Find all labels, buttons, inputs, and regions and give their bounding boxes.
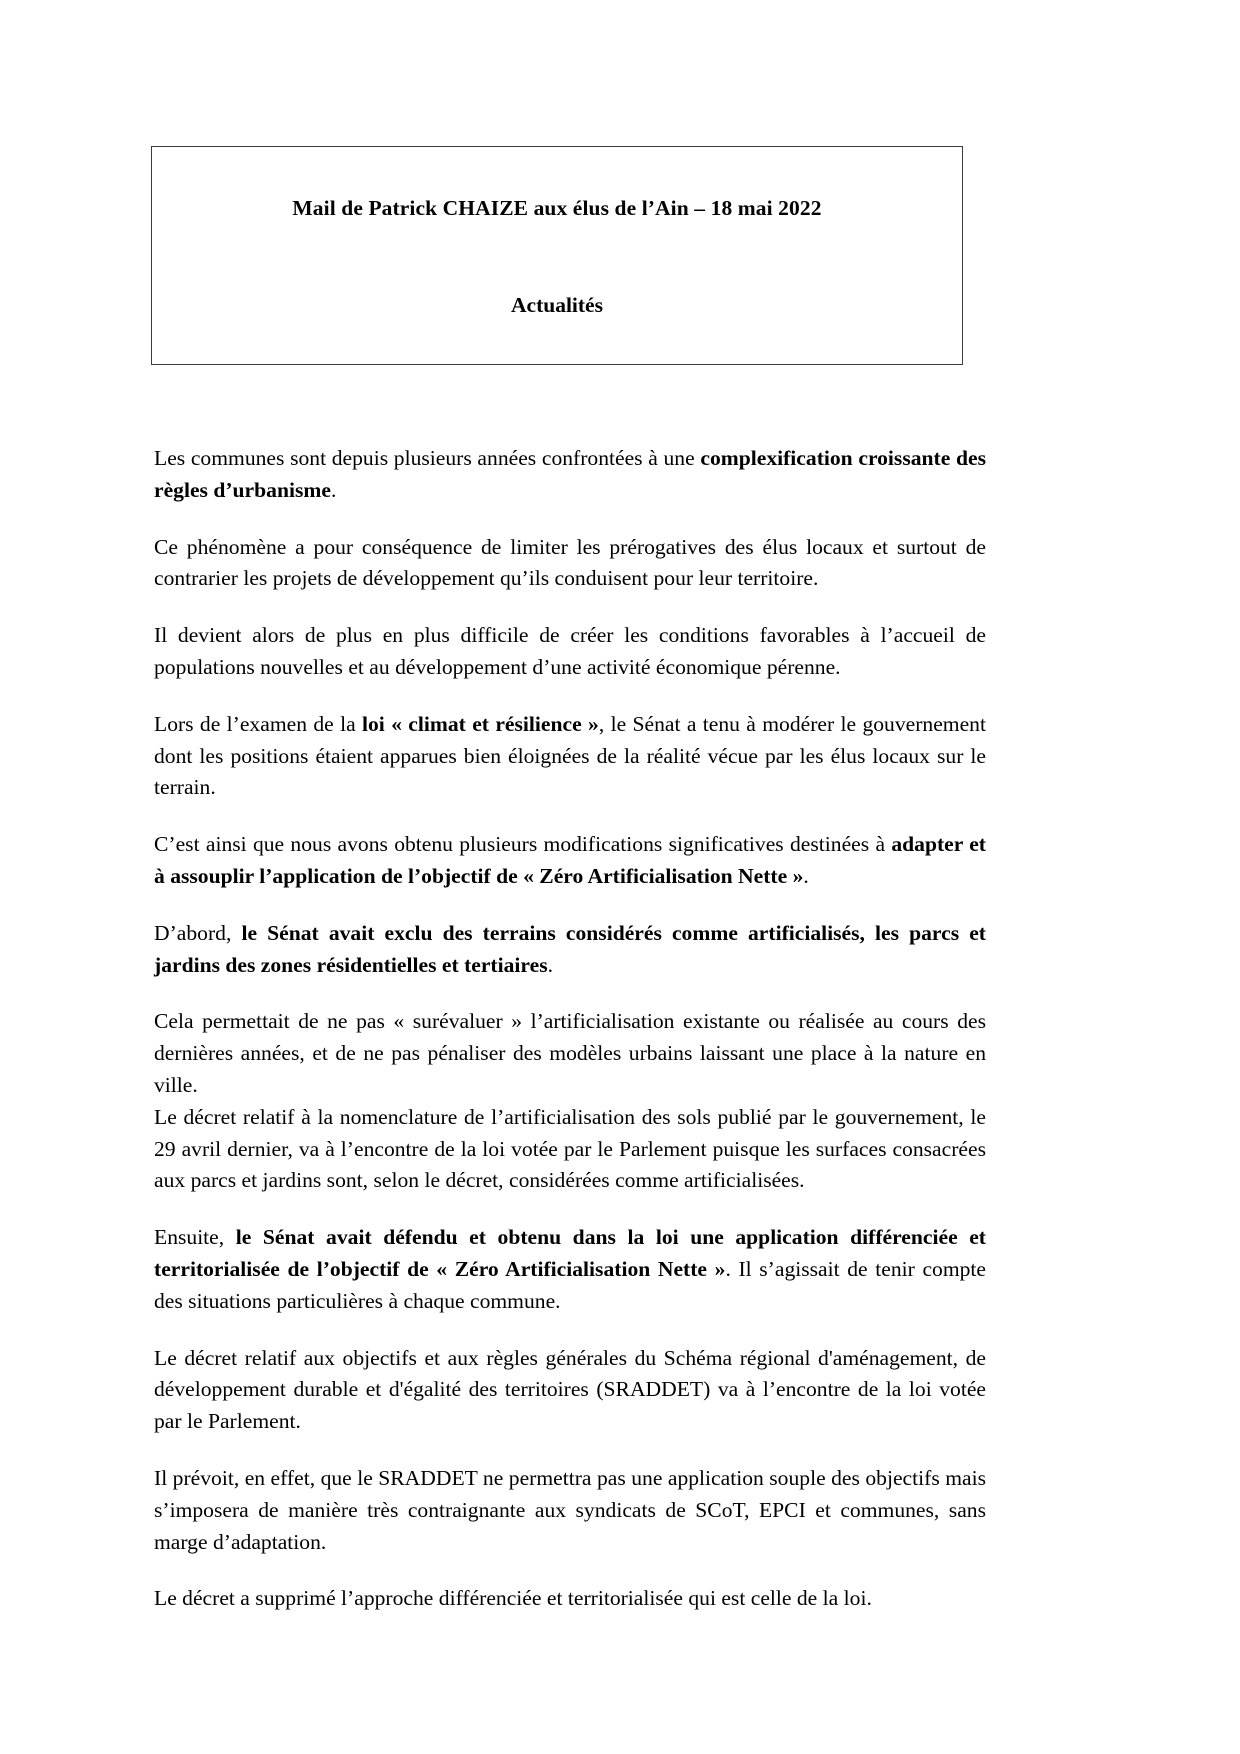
paragraph-1-text-1: Les communes sont depuis plusieurs années confrontées à une xyxy=(154,446,701,470)
paragraph-10 xyxy=(154,1343,986,1438)
paragraph-6 xyxy=(154,918,986,982)
paragraph-9-bold-1: le Sénat avait défendu et obtenu dans la loi une application différenciée et territorialisée de l’objectif de « Zéro Artificialisation Nette » xyxy=(154,1225,986,1281)
paragraph-5-bold-1: adapter et à assouplir l’application de l’objectif de « Zéro Artificialisation Nette » xyxy=(154,832,986,888)
paragraph-11 xyxy=(154,1463,986,1558)
paragraph-1-text-2: . xyxy=(330,477,337,502)
paragraph-2-text-1: Ce phénomène a pour conséquence de limiter les prérogatives des élus locaux et surtout de contrarier les projets de développement qu’ils conduisent pour leur territoire. xyxy=(154,534,986,591)
paragraph-4 xyxy=(154,709,986,804)
paragraph-5 xyxy=(154,829,986,893)
header-box xyxy=(151,146,963,365)
paragraph-7-text-1: Cela permettait de ne pas « surévaluer » l’artificialisation existante ou réalisée au cours des dernières années, et de ne pas pénaliser des modèles urbains laissant une place à la nature en ville. xyxy=(154,1009,986,1097)
paragraph-4-text-2: , le Sénat a tenu à modérer le gouvernement dont les positions étaient apparues bien éloignées de la réalité vécue par les élus locaux sur le terrain. xyxy=(154,711,986,800)
paragraph-10-text-1: Le décret relatif aux objectifs et aux règles générales du Schéma régional d'aménagement, de développement durable et d'égalité des territoires (SRADDET) va à l’encontre de la loi votée par le Parlement. xyxy=(154,1345,986,1434)
paragraph-9-text-1: Ensuite, xyxy=(154,1225,236,1250)
paragraph-1 xyxy=(154,443,986,507)
paragraph-6-text-2: . xyxy=(547,952,554,977)
paragraph-9-text-2: . Il s’agissait de tenir compte des situations particulières à chaque commune. xyxy=(154,1256,986,1313)
page-title: Mail de Patrick CHAIZE aux élus de l’Ain – 18 mai 2022 xyxy=(292,196,822,220)
paragraph-2 xyxy=(154,532,986,596)
paragraph-3 xyxy=(154,620,986,684)
paragraph-5-text-2: . xyxy=(803,863,809,888)
paragraph-6-text-1: D’abord, xyxy=(154,920,242,945)
paragraph-3-text-1: Il devient alors de plus en plus difficile de créer les conditions favorables à l’accueil de populations nouvelles et au développement d’une activité économique pérenne. xyxy=(154,623,986,679)
page-subtitle: Actualités xyxy=(511,293,603,317)
paragraph-1-bold-1: complexification croissante des règles d’urbanisme xyxy=(154,446,986,502)
paragraph-7 xyxy=(154,1006,986,1101)
paragraph-11-text-1: Il prévoit, en effet, que le SRADDET ne permettra pas une application souple des objectifs mais s’imposera de manière très contraignante aux syndicats de SCoT, EPCI et communes, sans marge d’adaptation. xyxy=(154,1465,986,1554)
paragraph-12 xyxy=(154,1583,986,1615)
paragraph-8-text-1: Le décret relatif à la nomenclature de l’artificialisation des sols publié par le gouvernement, le 29 avril dernier, va à l’encontre de la loi votée par le Parlement puisque les surfaces consacrées aux parcs et jardins sont, selon le décret, considérées comme artificialisées. xyxy=(154,1104,986,1193)
paragraph-8 xyxy=(154,1102,986,1197)
paragraph-5-text-1: C’est ainsi que nous avons obtenu plusieurs modifications significatives destinées à xyxy=(154,832,892,857)
paragraph-4-bold-1: loi « climat et résilience » xyxy=(362,711,599,736)
paragraph-6-bold-1: le Sénat avait exclu des terrains considérés comme artificialisés, les parcs et jardins des zones résidentielles et tertiaires xyxy=(154,920,986,977)
paragraph-12-text-1: Le décret a supprimé l’approche différenciée et territorialisée qui est celle de la loi. xyxy=(154,1586,872,1611)
document-body xyxy=(154,443,986,1615)
paragraph-9 xyxy=(154,1222,986,1317)
paragraph-4-text-1: Lors de l’examen de la xyxy=(154,711,363,736)
